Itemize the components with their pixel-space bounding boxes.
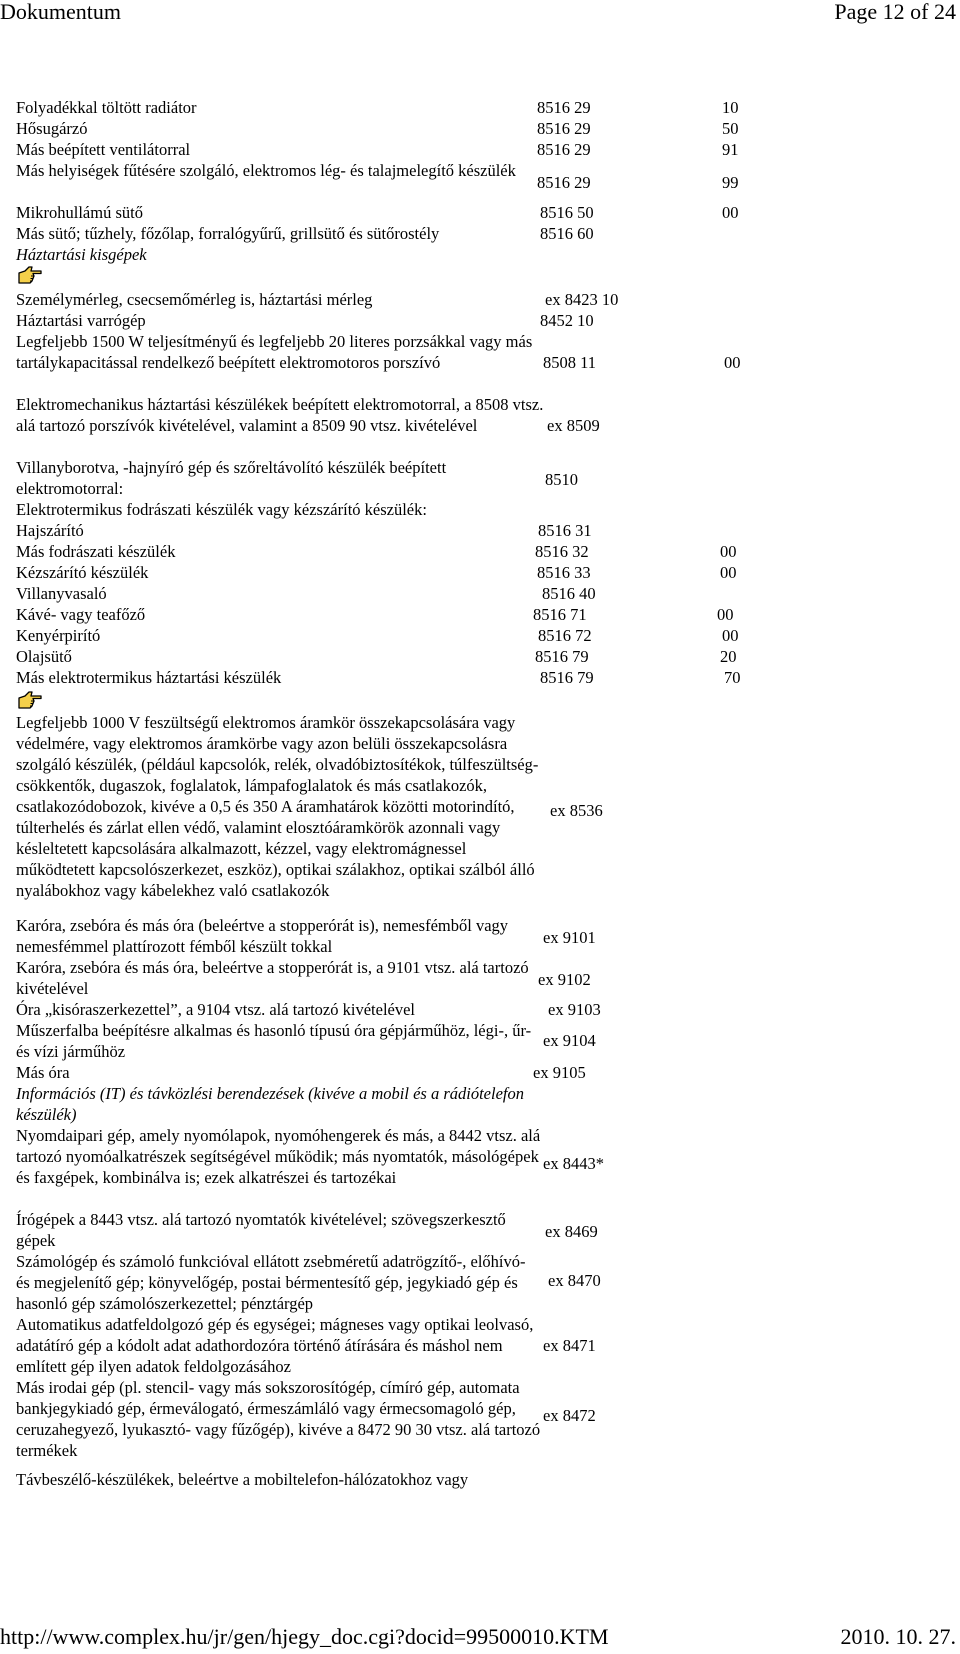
row-code: 8516 29 (537, 98, 591, 117)
row-code: 8510 (545, 470, 578, 489)
row-code: ex 9102 (538, 970, 591, 989)
row-description: Legfeljebb 1500 W teljesítményű és legfeljebb 20 literes porzsákkal vagy más tartálykapacitással rendelkező beépített elektromotoros porszívó (16, 332, 533, 372)
row-description: Személymérleg, csecsemőmérleg is, háztartási mérleg (16, 290, 373, 309)
row-code: ex 9105 (533, 1063, 586, 1082)
row-description: Műszerfalba beépítésre alkalmas és hasonló típusú óra gépjárműhöz, légi-, űr- és vízi járműhöz (16, 1021, 532, 1061)
row-description: Kézszárító készülék (16, 563, 149, 582)
row-code: ex 9101 (543, 928, 596, 947)
row-description: Más fodrászati készülék (16, 542, 176, 561)
row-description: Kenyérpirító (16, 626, 101, 645)
row-code: 8516 29 (537, 119, 591, 138)
page-footer (0, 1624, 960, 1652)
row-number: 50 (722, 119, 739, 138)
row-description: Mikrohullámú sütő (16, 203, 143, 222)
row-code: 8516 79 (540, 668, 594, 687)
row-number: 00 (720, 563, 737, 582)
row-number: 70 (724, 668, 741, 687)
row-number: 99 (722, 173, 739, 192)
print-date: 2010. 10. 27. (840, 1624, 956, 1649)
row-number: 00 (722, 203, 739, 222)
row-description: Távbeszélő-készülékek, beleértve a mobiltelefon-hálózatokhoz vagy (16, 1470, 469, 1489)
row-code: 8516 31 (538, 521, 592, 540)
row-description: Hajszárító (16, 521, 84, 540)
row-description: Nyomdaipari gép, amely nyomólapok, nyomóhengerek és más, a 8442 vtsz. alá tartozó nyomóalkatrészek segítségével működik; más nyomtatók, másológépek és faxgépek, kombinálva is; ezek alkatrészei és tartozékai (16, 1126, 541, 1187)
row-number: 00 (717, 605, 734, 624)
row-description: Kávé- vagy teafőző (16, 605, 146, 624)
row-description: Karóra, zsebóra és más óra (beleértve a stopperórát is), nemesfémből vagy nemesfémmel plattírozott fémből készült tokkal (16, 916, 509, 956)
row-number: 00 (724, 353, 741, 372)
row-description: Más irodai gép (pl. stencil- vagy más sokszorosítógép, címíró gép, automata bankjegykiadó gép, érmeválogató, érmeszámláló vagy érmecsomagoló gép, ceruzahegyező, lyukasztó- vagy fűzőgép), kivéve a 8472 90 30 vtsz. alá tartozó termékek (16, 1378, 541, 1460)
row-description: Automatikus adatfeldolgozó gép és egységei; mágneses vagy optikai leolvasó, adatátíró gép a kódolt adat adathordozóra történő átírására és máshol nem említett gép ilyen adatok feldolgozásához (16, 1315, 534, 1376)
row-code: 8516 40 (542, 584, 596, 603)
row-number: 91 (722, 140, 739, 159)
row-description: Más sütő; tűzhely, főzőlap, forralógyűrű, grillsütő és sütőrostély (16, 224, 440, 243)
row-code: 8452 10 (540, 311, 594, 330)
row-description: Elektromechanikus háztartási készülékek beépített elektromotorral, a 8508 vtsz. alá tartozó porszívók kivételével, valamint a 8509 90 vtsz. kivételével (16, 395, 544, 435)
row-code: 8516 60 (540, 224, 594, 243)
row-number: 00 (722, 626, 739, 645)
row-code: 8516 71 (533, 605, 587, 624)
row-description: Információs (IT) és távközlési berendezések (kivéve a mobil és a rádiótelefon készülék) (16, 1084, 524, 1124)
page-indicator: Page 12 of 24 (834, 0, 956, 24)
row-description: Olajsütő (16, 647, 72, 666)
row-code: ex 9103 (548, 1000, 601, 1019)
row-code: ex 8423 10 (545, 290, 619, 309)
row-description: Írógépek a 8443 vtsz. alá tartozó nyomtatók kivételével; szövegszerkesztő gépek (16, 1210, 506, 1250)
row-code: ex 8536 (550, 801, 603, 820)
row-description: Elektrotermikus fodrászati készülék vagy kézszárító készülék: (16, 500, 427, 519)
row-code: 8516 79 (535, 647, 589, 666)
row-code: 8516 29 (537, 140, 591, 159)
row-code: 8516 72 (538, 626, 592, 645)
row-code: ex 8469 (545, 1222, 598, 1241)
row-description: Más elektrotermikus háztartási készülék (16, 668, 282, 687)
row-code: ex 8509 (547, 416, 600, 435)
row-number: 10 (722, 98, 739, 117)
row-description: Legfeljebb 1000 V feszültségű elektromos áramkör összekapcsolására vagy védelmére, vagy elektromos áramkörbe vagy azon belüli összekapcsolásra szolgáló készülék, (például kapcsolók, relék, olvadóbiztosítékok, túlfeszültség-csökkentők, dugaszok, foglalatok, lámpafoglalatok és más csatlakozók, csatlakozódobozok, kivéve a 0,5 és 350 A áramhatárok közötti motorindító, túlterhelés és zárlat ellen védő, valamint elosztóáramkörök azonnali vagy késleltetett kapcsolására alkalmazott, kézzel, vagy elektromágnessel működtetett kapcsolószerkezet, eszköz), optikai szálakhoz, optikai szálból álló nyalábokhoz vagy kábelekhez való csatlakozók (16, 713, 539, 900)
row-description: Más óra (16, 1063, 70, 1082)
row-code: 8516 32 (535, 542, 589, 561)
row-code: ex 8471 (543, 1336, 596, 1355)
row-code: 8516 29 (537, 173, 591, 192)
row-description: Folyadékkal töltött radiátor (16, 98, 197, 117)
row-code: ex 9104 (543, 1031, 596, 1050)
row-description: Más helyiségek fűtésére szolgáló, elektromos lég- és talajmelegítő készülék (16, 161, 516, 180)
row-code: 8516 33 (537, 563, 591, 582)
row-description: Óra „kisóraszerkezettel”, a 9104 vtsz. alá tartozó kivételével (16, 1000, 416, 1019)
row-description: Más beépített ventilátorral (16, 140, 191, 159)
row-code: 8508 11 (543, 353, 597, 372)
source-url: http://www.complex.hu/jr/gen/hjegy_doc.cgi?docid=99500010.KTM (0, 1624, 609, 1649)
row-code: ex 8470 (548, 1271, 601, 1290)
row-code: ex 8472 (543, 1406, 596, 1425)
document-title: Dokumentum (0, 0, 121, 24)
row-description: Villanyborotva, -hajnyíró gép és szőreltávolító készülék beépített elektromotorral: (16, 458, 447, 498)
pointing-hand-icon (17, 264, 43, 284)
row-number: 20 (720, 647, 737, 666)
row-description: Számológép és számoló funkcióval ellátott zsebméretű adatrögzítő-, előhívó- és megjelenítő gép; könyvelőgép, postai bérmentesítő gép, jegykiadó gép és hasonló gép számolószerkezettel; pénztárgép (16, 1252, 526, 1313)
row-description: Karóra, zsebóra és más óra, beleértve a stopperórát is, a 9101 vtsz. alá tartozó kivételével (16, 958, 529, 998)
row-description: Hősugárzó (16, 119, 88, 138)
row-description: Háztartási kisgépek (16, 245, 147, 264)
row-code: 8516 50 (540, 203, 594, 222)
row-number: 00 (720, 542, 737, 561)
row-description: Villanyvasaló (16, 584, 107, 603)
pointing-hand-icon (17, 689, 43, 709)
row-code: ex 8443* (543, 1154, 604, 1173)
row-description: Háztartási varrógép (16, 311, 146, 330)
